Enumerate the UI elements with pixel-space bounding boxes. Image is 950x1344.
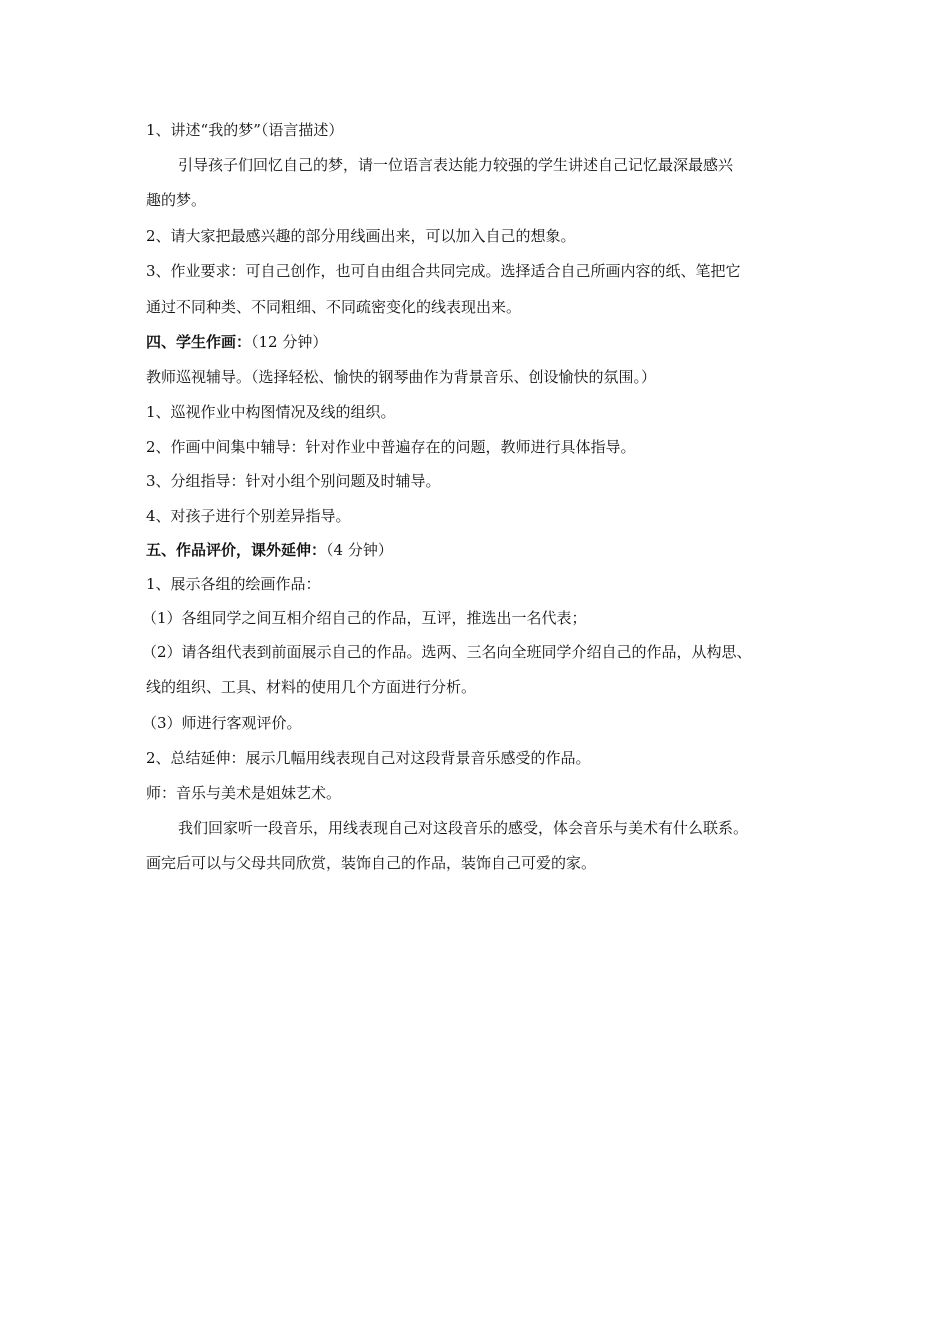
text-line: （3）师进行客观评价。 (142, 714, 302, 732)
section-heading-title: 四、学生作画： (146, 333, 252, 351)
section-heading-duration: （12 分钟） (251, 333, 328, 351)
text-line: 通过不同种类、不同粗细、不同疏密变化的线表现出来。 (146, 298, 522, 316)
text-line: 线的组织、工具、材料的使用几个方面进行分析。 (146, 678, 477, 696)
text-line: 画完后可以与父母共同欣赏，装饰自己的作品，装饰自己可爱的家。 (146, 854, 597, 872)
text-line: 师：音乐与美术是姐妹艺术。 (146, 784, 342, 802)
text-line: 教师巡视辅导。（选择轻松、愉快的钢琴曲作为背景音乐、创设愉快的氛围。） (146, 368, 657, 386)
text-line: 引导孩子们回忆自己的梦，请一位语言表达能力较强的学生讲述自己记忆最深最感兴 (178, 156, 734, 174)
text-line: 4、对孩子进行个别差异指导。 (146, 507, 351, 525)
section-heading (146, 540, 393, 560)
text-line: 1、巡视作业中构图情况及线的组织。 (146, 403, 396, 421)
text-line: 2、总结延伸：展示几幅用线表现自己对这段背景音乐感受的作品。 (146, 749, 591, 767)
section-heading-duration: （4 分钟） (326, 541, 393, 559)
section-heading-title: 五、作品评价，课外延伸： (146, 541, 327, 559)
section-heading (146, 332, 327, 352)
text-line: 趣的梦。 (146, 191, 207, 209)
text-line: 3、作业要求：可自己创作，也可自由组合共同完成。选择适合自己所画内容的纸、笔把它 (146, 262, 741, 280)
text-line: 2、作画中间集中辅导：针对作业中普遍存在的问题，教师进行具体指导。 (146, 438, 636, 456)
text-line: （2）请各组代表到前面展示自己的作品。选两、三名向全班同学介绍自己的作品，从构思、 (142, 643, 752, 661)
text-line: 1、展示各组的绘画作品： (146, 575, 321, 593)
text-line: 1、讲述“我的梦”（语言描述） (146, 121, 344, 139)
text-line: 3、分组指导：针对小组个别问题及时辅导。 (146, 472, 441, 490)
text-line: 我们回家听一段音乐，用线表现自己对这段音乐的感受，体会音乐与美术有什么联系。 (178, 819, 749, 837)
text-line: 2、请大家把最感兴趣的部分用线画出来，可以加入自己的想象。 (146, 227, 576, 245)
text-line: （1）各组同学之间互相介绍自己的作品，互评，推选出一名代表； (142, 609, 587, 627)
